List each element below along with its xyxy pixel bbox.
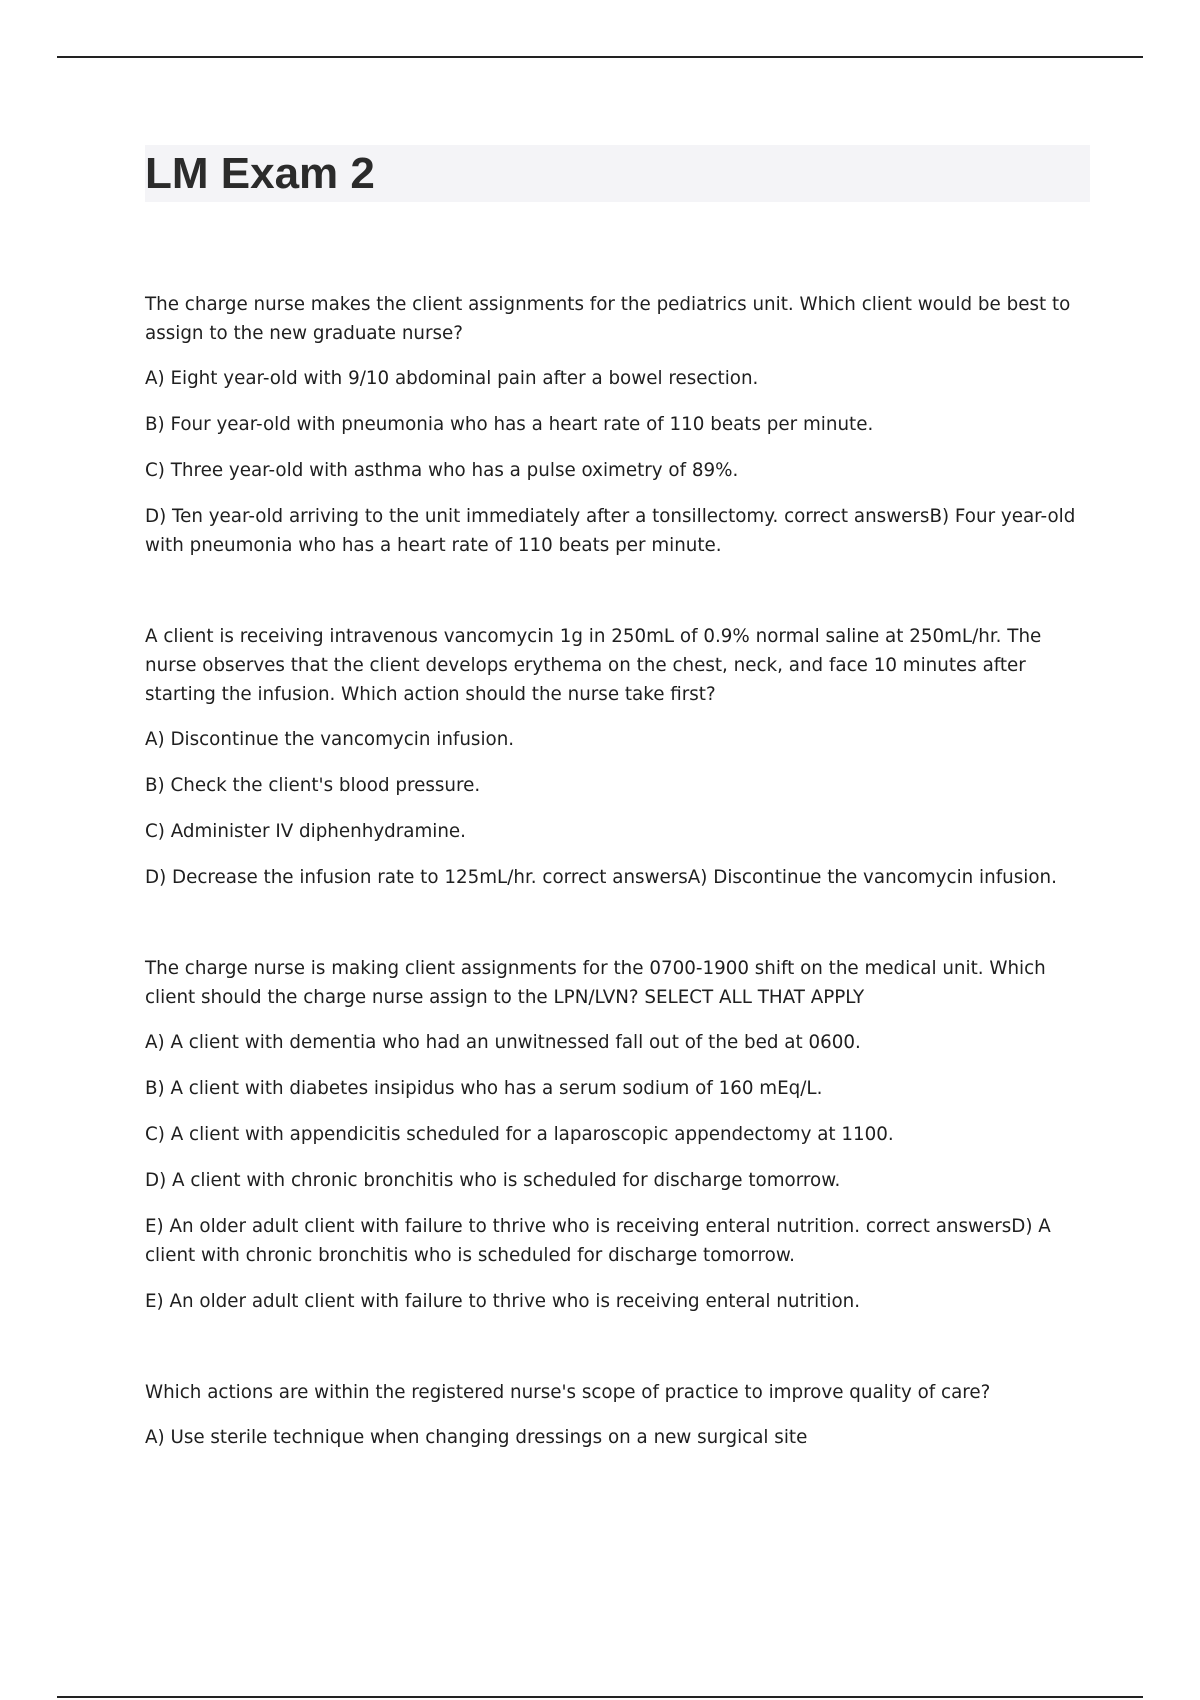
bottom-divider bbox=[57, 1696, 1143, 1698]
page-title: LM Exam 2 bbox=[145, 149, 375, 198]
question-stem: A client is receiving intravenous vancomycin 1g in 250mL of 0.9% normal saline at 250mL/hr. The nurse observes that the client develops erythema on the chest, neck, and face 10 minutes after starting the infusion. Which action should the nurse take first? bbox=[145, 626, 1042, 705]
answer-option: B) Check the client's blood pressure. bbox=[145, 775, 481, 796]
top-divider bbox=[57, 56, 1143, 58]
answer-option-with-correct-answer: E) An older adult client with failure to thrive who is receiving enteral nutrition. correct answersD) A client with chronic bronchitis who is scheduled for discharge tomorrow. bbox=[145, 1216, 1051, 1266]
title-banner bbox=[145, 145, 1090, 202]
question-stem: The charge nurse makes the client assignments for the pediatrics unit. Which client would be best to assign to the new graduate nurse? bbox=[145, 294, 1071, 344]
question-1 bbox=[145, 290, 1095, 560]
question-2 bbox=[145, 622, 1095, 892]
answer-option: B) Four year-old with pneumonia who has a heart rate of 110 beats per minute. bbox=[145, 414, 874, 435]
answer-option: E) An older adult client with failure to thrive who is receiving enteral nutrition. bbox=[145, 1291, 861, 1312]
question-3 bbox=[145, 954, 1095, 1316]
answer-option: C) Administer IV diphenhydramine. bbox=[145, 821, 466, 842]
answer-option-with-correct-answer: D) Decrease the infusion rate to 125mL/hr. correct answersA) Discontinue the vancomycin infusion. bbox=[145, 867, 1057, 888]
answer-option: A) A client with dementia who had an unwitnessed fall out of the bed at 0600. bbox=[145, 1032, 861, 1053]
answer-option: A) Eight year-old with 9/10 abdominal pain after a bowel resection. bbox=[145, 368, 759, 389]
answer-option: C) A client with appendicitis scheduled for a laparoscopic appendectomy at 1100. bbox=[145, 1124, 894, 1145]
question-4 bbox=[145, 1378, 1095, 1452]
question-list bbox=[145, 290, 1095, 1514]
answer-option: D) A client with chronic bronchitis who is scheduled for discharge tomorrow. bbox=[145, 1170, 841, 1191]
answer-option: B) A client with diabetes insipidus who has a serum sodium of 160 mEq/L. bbox=[145, 1078, 823, 1099]
answer-option-with-correct-answer: D) Ten year-old arriving to the unit immediately after a tonsillectomy. correct answersB) Four year-old with pneumonia who has a heart rate of 110 beats per minute. bbox=[145, 506, 1076, 556]
answer-option: A) Discontinue the vancomycin infusion. bbox=[145, 729, 515, 750]
answer-option: C) Three year-old with asthma who has a pulse oximetry of 89%. bbox=[145, 460, 739, 481]
answer-option: A) Use sterile technique when changing dressings on a new surgical site bbox=[145, 1427, 808, 1448]
question-stem: The charge nurse is making client assignments for the 0700-1900 shift on the medical unit. Which client should the charge nurse assign to the LPN/LVN? SELECT ALL THAT APPLY bbox=[145, 958, 1046, 1008]
question-stem: Which actions are within the registered nurse's scope of practice to improve quality of care? bbox=[145, 1382, 991, 1403]
